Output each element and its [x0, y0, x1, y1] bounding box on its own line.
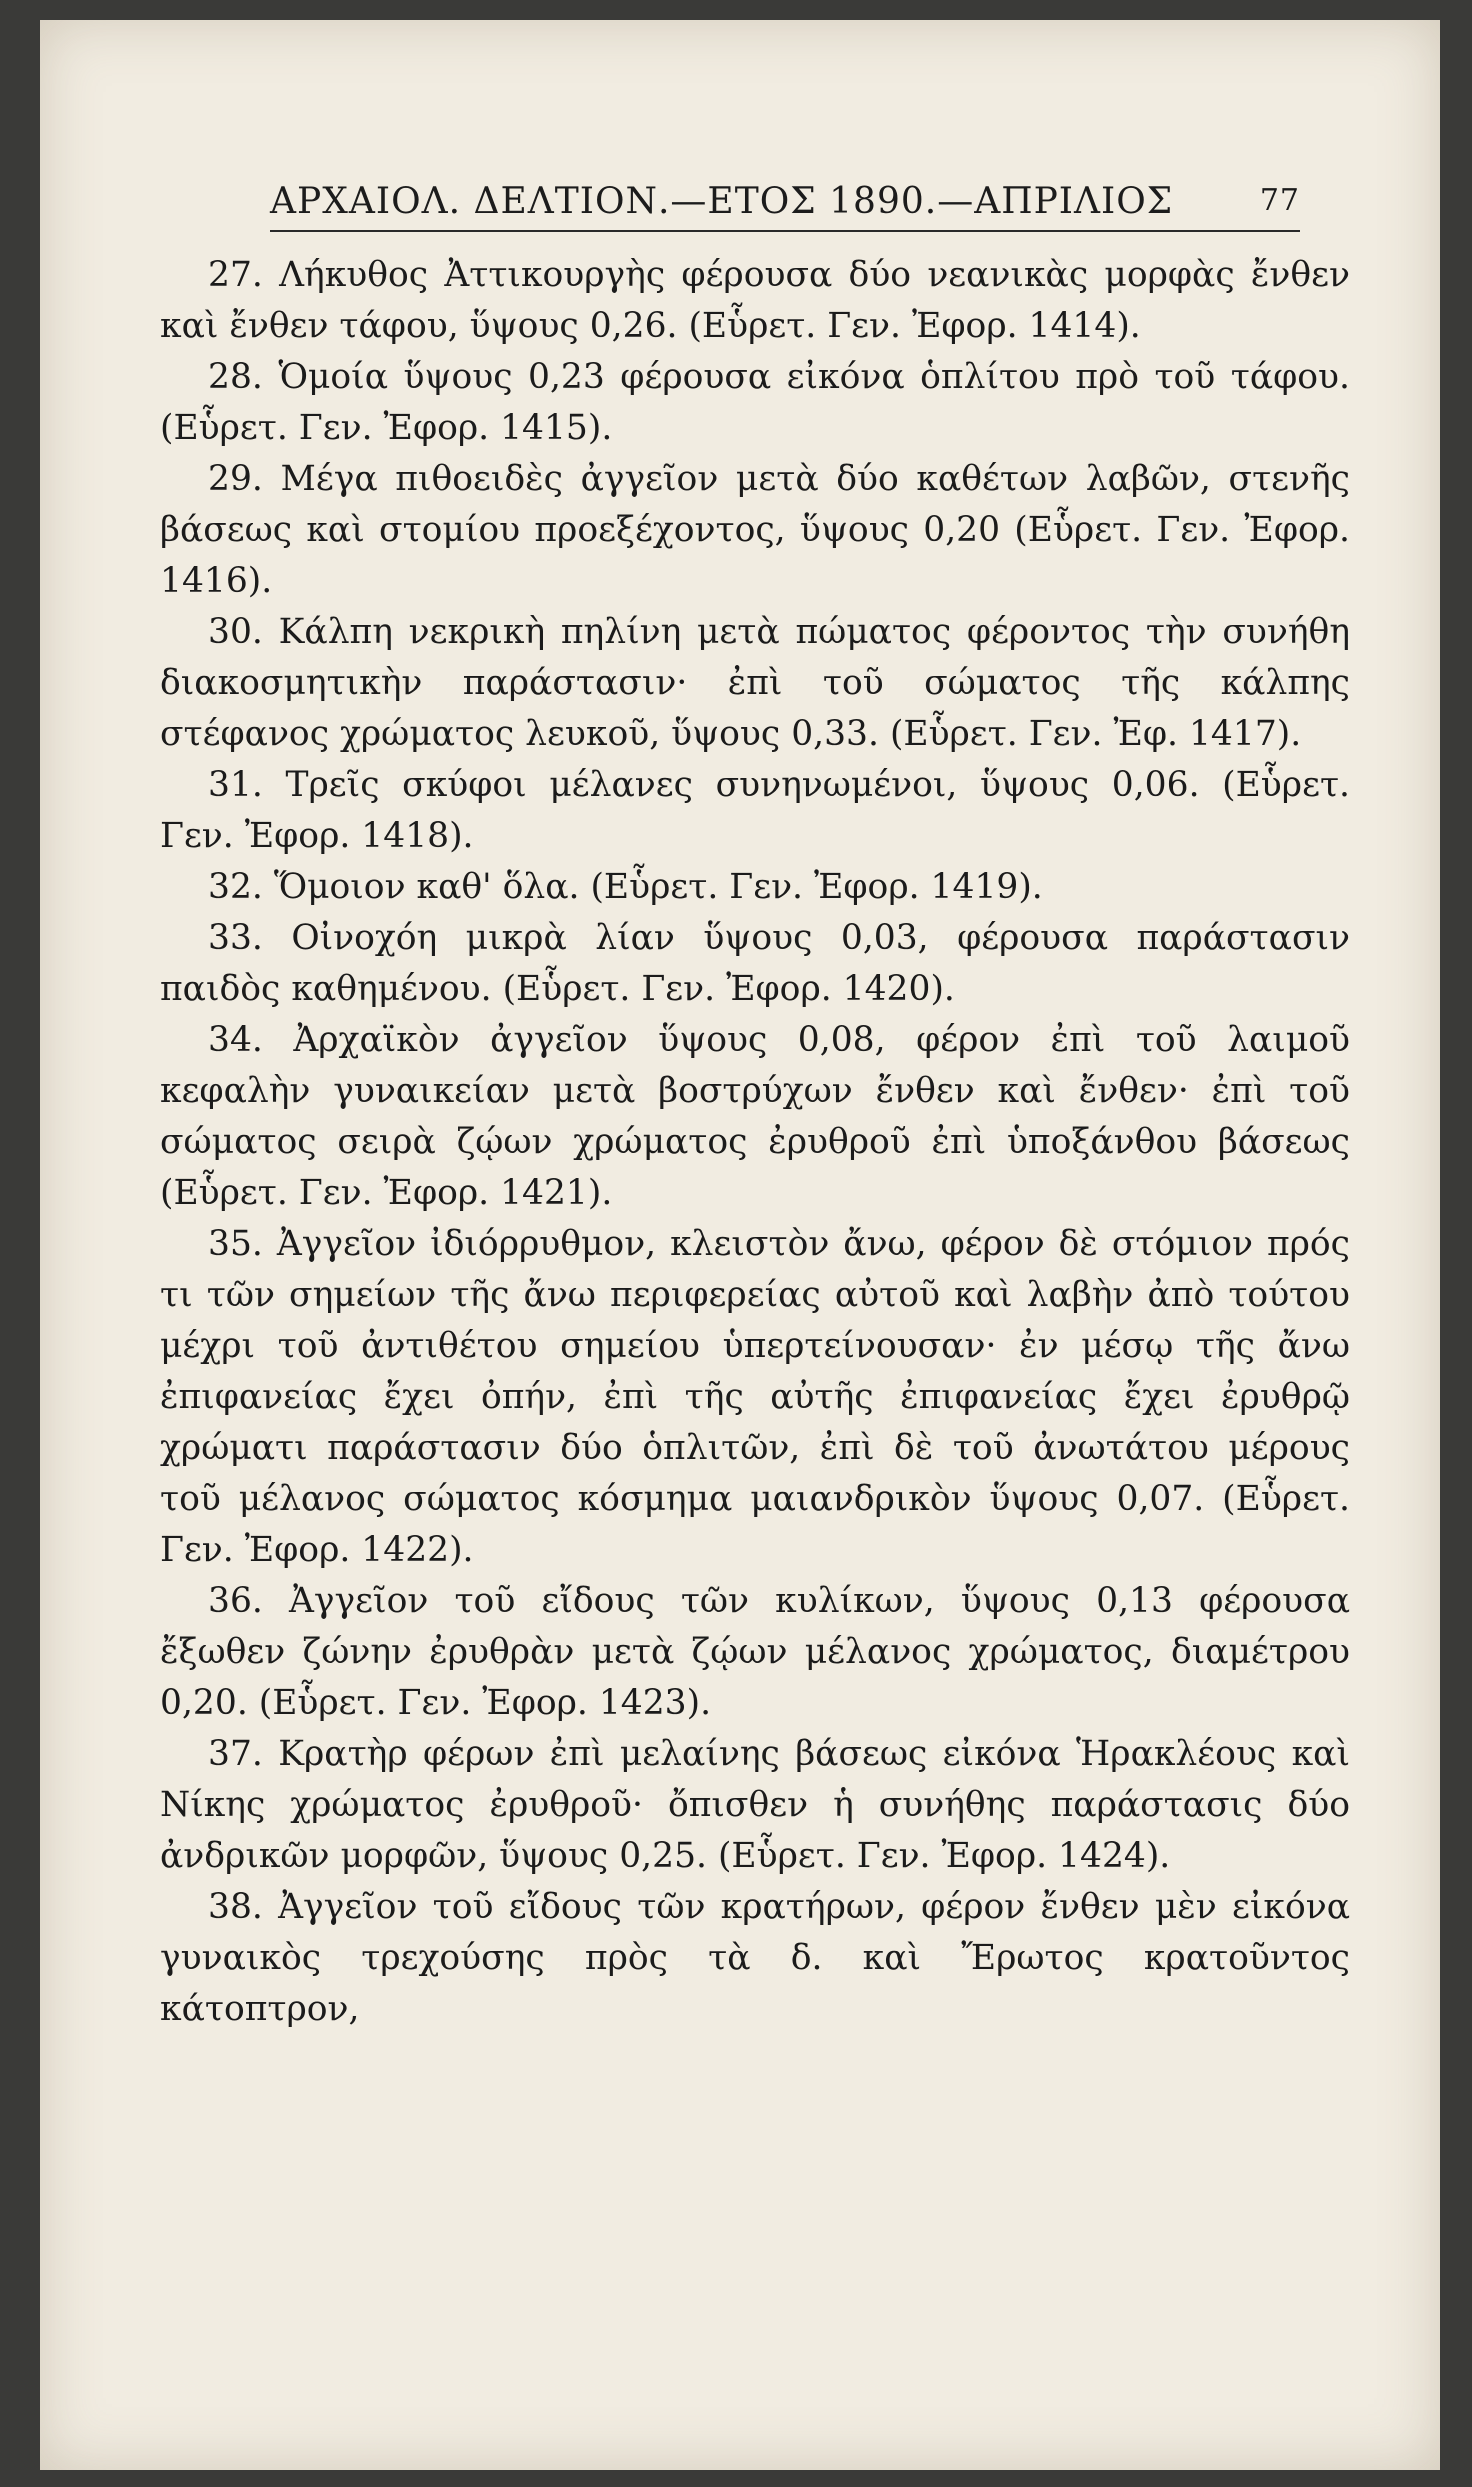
entry-28: 28. Ὁμοία ὕψους 0,23 φέρουσα εἰκόνα ὁπλίτου πρὸ τοῦ τάφου. (Εὗρετ. Γεν. Ἐφορ. 1415). [160, 357, 1350, 448]
entry-31: 31. Τρεῖς σκύφοι μέλανες συνηνωμένοι, ὕψους 0,06. (Εὗρετ. Γεν. Ἐφορ. 1418). [160, 765, 1350, 856]
entry-30: 30. Κάλπη νεκρικὴ πηλίνη μετὰ πώματος φέροντος τὴν συνήθη διακοσμητικὴν παράστασιν· ἐπὶ τοῦ σώματος τῆς κάλπης στέφανος χρώματος λευκοῦ, ὕψους 0,33. (Εὗρετ. Γεν. Ἐφ. 1417). [160, 612, 1350, 754]
page-number: 77 [1259, 183, 1300, 218]
entry-34: 34. Ἀρχαϊκὸν ἀγγεῖον ὕψους 0,08, φέρον ἐπὶ τοῦ λαιμοῦ κεφαλὴν γυναικείαν μετὰ βοστρύχων ἔνθεν καὶ ἔνθεν· ἐπὶ τοῦ σώματος σειρὰ ζῴων χρώματος ἐρυθροῦ ἐπὶ ὑποξάνθου βάσεως (Εὗρετ. Γεν. Ἐφορ. 1421). [160, 1020, 1350, 1213]
running-header [270, 160, 1300, 232]
entry-27: 27. Λήκυθος Ἀττικουργὴς φέρουσα δύο νεανικὰς μορφὰς ἔνθεν καὶ ἔνθεν τάφου, ὕψους 0,26. (Εὗρετ. Γεν. Ἐφορ. 1414). [160, 255, 1350, 346]
entry-38: 38. Ἀγγεῖον τοῦ εἴδους τῶν κρατήρων, φέρον ἔνθεν μὲν εἰκόνα γυναικὸς τρεχούσης πρὸς τὰ δ. καὶ Ἔρωτος κρατοῦντος κάτοπτρον, [160, 1887, 1350, 2029]
catalog-entries [160, 250, 1350, 2035]
entry-37: 37. Κρατὴρ φέρων ἐπὶ μελαίνης βάσεως εἰκόνα Ἡρακλέους καὶ Νίκης χρώματος ἐρυθροῦ· ὄπισθεν ἡ συνήθης παράστασις δύο ἀνδρικῶν μορφῶν, ὕψους 0,25. (Εὗρετ. Γεν. Ἐφορ. 1424). [160, 1734, 1350, 1876]
book-page [40, 20, 1440, 2470]
header-title: ΑΡΧΑΙΟΛ. ΔΕΛΤΙΟΝ.—ΕΤΟΣ 1890.—ΑΠΡΙΛΙΟΣ [270, 181, 1174, 222]
entry-32: 32. Ὅμοιον καθ' ὅλα. (Εὗρετ. Γεν. Ἐφορ. 1419). [208, 867, 1043, 907]
entry-35: 35. Ἀγγεῖον ἰδιόρρυθμον, κλειστὸν ἄνω, φέρον δὲ στόμιον πρός τι τῶν σημείων τῆς ἄνω περιφερείας αὐτοῦ καὶ λαβὴν ἀπὸ τούτου μέχρι τοῦ ἀντιθέτου σημείου ὑπερτείνουσαν· ἐν μέσῳ τῆς ἄνω ἐπιφανείας ἔχει ὀπήν, ἐπὶ τῆς αὐτῆς ἐπιφανείας ἔχει ἐρυθρῷ χρώματι παράστασιν δύο ὁπλιτῶν, ἐπὶ δὲ τοῦ ἀνωτάτου μέρους τοῦ μέλανος σώματος κόσμημα μαιανδρικὸν ὕψους 0,07. (Εὗρετ. Γεν. Ἐφορ. 1422). [160, 1224, 1350, 1570]
entry-36: 36. Ἀγγεῖον τοῦ εἴδους τῶν κυλίκων, ὕψους 0,13 φέρουσα ἔξωθεν ζώνην ἐρυθρὰν μετὰ ζῴων μέλανος χρώματος, διαμέτρου 0,20. (Εὗρετ. Γεν. Ἐφορ. 1423). [160, 1581, 1350, 1723]
entry-33: 33. Οἰνοχόη μικρὰ λίαν ὕψους 0,03, φέρουσα παράστασιν παιδὸς καθημένου. (Εὗρετ. Γεν. Ἐφορ. 1420). [160, 918, 1350, 1009]
entry-29: 29. Μέγα πιθοειδὲς ἀγγεῖον μετὰ δύο καθέτων λαβῶν, στενῆς βάσεως καὶ στομίου προεξέχοντος, ὕψους 0,20 (Εὗρετ. Γεν. Ἐφορ. 1416). [160, 459, 1350, 601]
